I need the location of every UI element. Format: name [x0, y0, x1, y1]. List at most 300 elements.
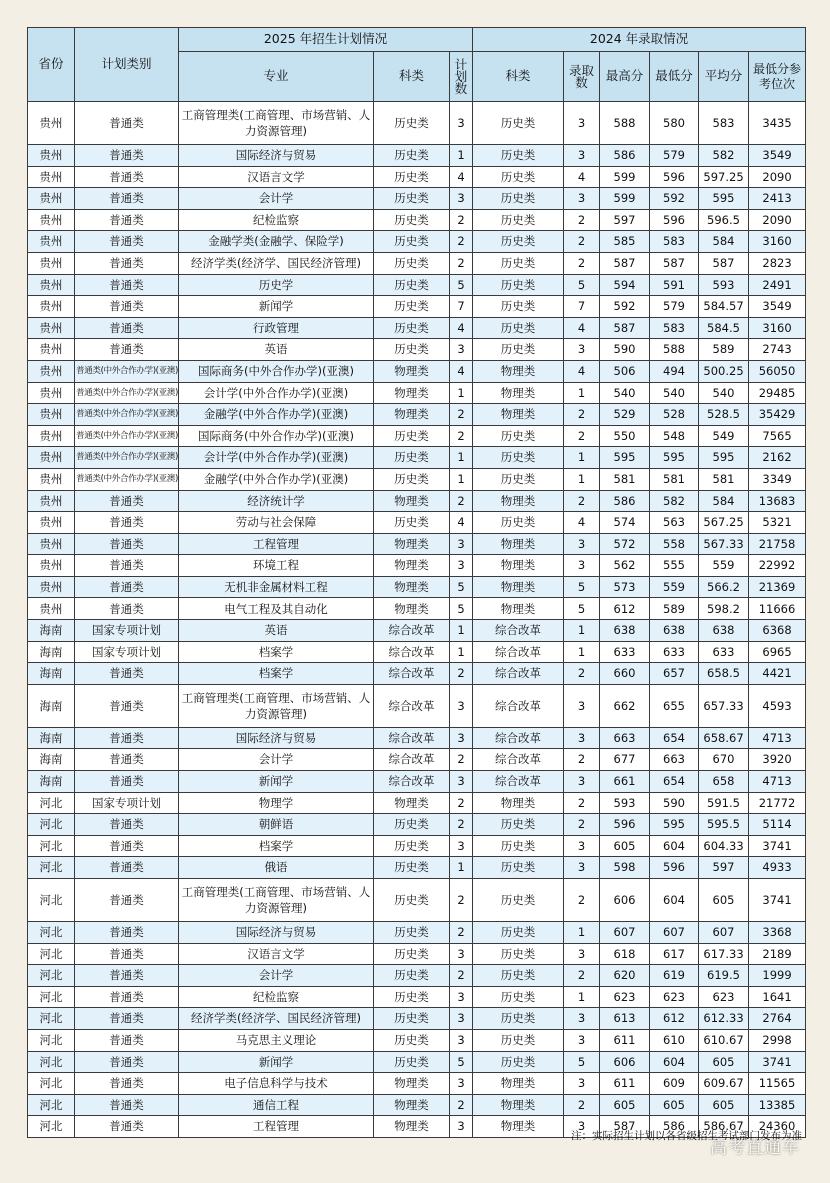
cell-min-score: 579: [650, 296, 699, 318]
cell-major: 经济统计学: [179, 490, 374, 512]
cell-subject-2024: 历史类: [473, 317, 564, 339]
cell-min-rank: 2090: [749, 209, 806, 231]
cell-subject-2024: 综合改革: [473, 749, 564, 771]
cell-plan-type: 普通类: [75, 102, 179, 145]
cell-admitted: 5: [564, 274, 600, 296]
cell-min-score: 589: [650, 598, 699, 620]
cell-province: 河北: [28, 792, 75, 814]
cell-plan-type: 普通类: [75, 1008, 179, 1030]
cell-province: 贵州: [28, 468, 75, 490]
cell-admitted: 3: [564, 771, 600, 793]
cell-max-score: 598: [600, 857, 650, 879]
cell-major: 会计学: [179, 749, 374, 771]
cell-admitted: 7: [564, 296, 600, 318]
cell-max-score: 599: [600, 166, 650, 188]
cell-subject-2025: 历史类: [374, 986, 450, 1008]
cell-subject-2025: 历史类: [374, 835, 450, 857]
cell-min-rank: 22992: [749, 555, 806, 577]
cell-max-score: 590: [600, 339, 650, 361]
cell-subject-2025: 历史类: [374, 209, 450, 231]
cell-avg-score: 598.2: [699, 598, 749, 620]
header-max-score: 最高分: [600, 52, 650, 102]
cell-plan-count: 2: [450, 231, 473, 253]
cell-major: 新闻学: [179, 1051, 374, 1073]
cell-subject-2025: 历史类: [374, 922, 450, 944]
cell-subject-2024: 物理类: [473, 576, 564, 598]
cell-min-score: 663: [650, 749, 699, 771]
cell-min-rank: 6368: [749, 620, 806, 642]
cell-subject-2024: 物理类: [473, 1073, 564, 1095]
cell-plan-type: 普通类: [75, 814, 179, 836]
cell-major: 金融学类(金融学、保险学): [179, 231, 374, 253]
cell-subject-2024: 物理类: [473, 360, 564, 382]
table-row: [28, 425, 806, 447]
cell-avg-score: 595: [699, 447, 749, 469]
cell-plan-count: 1: [450, 145, 473, 167]
cell-admitted: 3: [564, 188, 600, 210]
cell-max-score: 620: [600, 965, 650, 987]
cell-admitted: 3: [564, 555, 600, 577]
cell-admitted: 3: [564, 1029, 600, 1051]
cell-subject-2025: 历史类: [374, 1029, 450, 1051]
cell-major: 国际经济与贸易: [179, 727, 374, 749]
cell-major: 劳动与社会保障: [179, 512, 374, 534]
cell-avg-score: 528.5: [699, 404, 749, 426]
cell-major: 汉语言文学: [179, 166, 374, 188]
cell-plan-type: 普通类: [75, 339, 179, 361]
cell-min-score: 581: [650, 468, 699, 490]
table-row: [28, 555, 806, 577]
cell-major: 国际经济与贸易: [179, 922, 374, 944]
cell-subject-2025: 历史类: [374, 447, 450, 469]
cell-subject-2025: 物理类: [374, 490, 450, 512]
cell-subject-2024: 历史类: [473, 835, 564, 857]
cell-major: 电气工程及其自动化: [179, 598, 374, 620]
cell-min-score: 558: [650, 533, 699, 555]
cell-avg-score: 500.25: [699, 360, 749, 382]
cell-plan-count: 2: [450, 1094, 473, 1116]
cell-plan-count: 3: [450, 1073, 473, 1095]
cell-major: 行政管理: [179, 317, 374, 339]
cell-subject-2024: 综合改革: [473, 641, 564, 663]
table-row: [28, 771, 806, 793]
cell-admitted: 3: [564, 835, 600, 857]
cell-subject-2025: 历史类: [374, 274, 450, 296]
cell-min-score: 583: [650, 317, 699, 339]
cell-subject-2025: 历史类: [374, 102, 450, 145]
cell-max-score: 574: [600, 512, 650, 534]
cell-admitted: 2: [564, 879, 600, 922]
table-row: [28, 663, 806, 685]
cell-subject-2024: 历史类: [473, 447, 564, 469]
cell-avg-score: 605: [699, 879, 749, 922]
cell-subject-2025: 物理类: [374, 576, 450, 598]
cell-plan-count: 5: [450, 576, 473, 598]
cell-plan-type: 国家专项计划: [75, 620, 179, 642]
cell-avg-score: 593: [699, 274, 749, 296]
cell-admitted: 3: [564, 684, 600, 727]
cell-subject-2025: 物理类: [374, 1073, 450, 1095]
cell-admitted: 2: [564, 209, 600, 231]
cell-min-rank: 2090: [749, 166, 806, 188]
cell-province: 河北: [28, 986, 75, 1008]
cell-min-score: 494: [650, 360, 699, 382]
cell-min-score: 582: [650, 490, 699, 512]
cell-subject-2024: 物理类: [473, 404, 564, 426]
cell-avg-score: 583: [699, 102, 749, 145]
cell-plan-type: 普通类: [75, 727, 179, 749]
cell-major: 会计学: [179, 965, 374, 987]
cell-province: 海南: [28, 684, 75, 727]
header-group-2025: 2025 年招生计划情况: [179, 28, 473, 52]
cell-avg-score: 586.67: [699, 1116, 749, 1138]
cell-admitted: 2: [564, 252, 600, 274]
cell-avg-score: 591.5: [699, 792, 749, 814]
cell-min-rank: 3920: [749, 749, 806, 771]
cell-plan-count: 2: [450, 922, 473, 944]
cell-max-score: 550: [600, 425, 650, 447]
cell-province: 海南: [28, 663, 75, 685]
cell-admitted: 1: [564, 922, 600, 944]
cell-admitted: 1: [564, 447, 600, 469]
cell-plan-count: 3: [450, 339, 473, 361]
cell-min-score: 604: [650, 1051, 699, 1073]
cell-max-score: 605: [600, 1094, 650, 1116]
table-row: [28, 965, 806, 987]
table-row: [28, 986, 806, 1008]
table-row: [28, 468, 806, 490]
cell-province: 贵州: [28, 425, 75, 447]
cell-min-score: 619: [650, 965, 699, 987]
cell-subject-2025: 综合改革: [374, 620, 450, 642]
cell-province: 贵州: [28, 598, 75, 620]
cell-major: 新闻学: [179, 296, 374, 318]
cell-avg-score: 582: [699, 145, 749, 167]
cell-subject-2025: 历史类: [374, 512, 450, 534]
cell-max-score: 633: [600, 641, 650, 663]
cell-min-score: 548: [650, 425, 699, 447]
cell-max-score: 677: [600, 749, 650, 771]
cell-max-score: 596: [600, 814, 650, 836]
cell-subject-2025: 历史类: [374, 879, 450, 922]
cell-subject-2024: 历史类: [473, 879, 564, 922]
cell-subject-2025: 物理类: [374, 792, 450, 814]
cell-admitted: 3: [564, 857, 600, 879]
cell-province: 贵州: [28, 512, 75, 534]
cell-subject-2025: 历史类: [374, 814, 450, 836]
cell-min-rank: 29485: [749, 382, 806, 404]
cell-plan-count: 4: [450, 512, 473, 534]
cell-province: 贵州: [28, 102, 75, 145]
cell-max-score: 593: [600, 792, 650, 814]
cell-subject-2025: 物理类: [374, 360, 450, 382]
cell-plan-type: 普通类: [75, 986, 179, 1008]
cell-plan-count: 2: [450, 814, 473, 836]
cell-min-score: 595: [650, 814, 699, 836]
cell-plan-type: 普通类: [75, 317, 179, 339]
cell-plan-type: 普通类: [75, 835, 179, 857]
cell-plan-type: 普通类: [75, 555, 179, 577]
cell-subject-2024: 历史类: [473, 1008, 564, 1030]
cell-admitted: 1: [564, 986, 600, 1008]
cell-subject-2024: 综合改革: [473, 727, 564, 749]
cell-province: 河北: [28, 1051, 75, 1073]
cell-province: 河北: [28, 1029, 75, 1051]
cell-plan-type: 普通类: [75, 1094, 179, 1116]
table-row: [28, 857, 806, 879]
table-row: [28, 447, 806, 469]
cell-min-score: 654: [650, 727, 699, 749]
cell-major: 纪检监察: [179, 209, 374, 231]
cell-avg-score: 604.33: [699, 835, 749, 857]
table-row: [28, 102, 806, 145]
cell-major: 工商管理类(工商管理、市场营销、人力资源管理): [179, 102, 374, 145]
cell-subject-2024: 物理类: [473, 382, 564, 404]
table-row: [28, 835, 806, 857]
cell-max-score: 662: [600, 684, 650, 727]
table-row: [28, 814, 806, 836]
cell-subject-2025: 综合改革: [374, 641, 450, 663]
cell-avg-score: 584: [699, 231, 749, 253]
cell-province: 河北: [28, 922, 75, 944]
header-subject-2025: 科类: [374, 52, 450, 102]
cell-province: 河北: [28, 965, 75, 987]
cell-subject-2025: 历史类: [374, 1051, 450, 1073]
cell-max-score: 606: [600, 1051, 650, 1073]
cell-subject-2025: 历史类: [374, 166, 450, 188]
cell-plan-count: 1: [450, 857, 473, 879]
cell-subject-2025: 综合改革: [374, 663, 450, 685]
cell-plan-count: 2: [450, 209, 473, 231]
cell-avg-score: 595: [699, 188, 749, 210]
cell-plan-type: 普通类: [75, 857, 179, 879]
cell-major: 会计学(中外合作办学)(亚澳): [179, 382, 374, 404]
cell-min-rank: 6965: [749, 641, 806, 663]
cell-major: 英语: [179, 339, 374, 361]
cell-plan-count: 3: [450, 188, 473, 210]
cell-subject-2025: 物理类: [374, 555, 450, 577]
cell-min-rank: 35429: [749, 404, 806, 426]
cell-avg-score: 658.67: [699, 727, 749, 749]
footer-note: 注：实际招生计划以各省级招生考试部门发布为准: [571, 1130, 802, 1142]
cell-subject-2025: 物理类: [374, 533, 450, 555]
cell-plan-type: 普通类(中外合作办学)(亚澳): [75, 404, 179, 426]
cell-admitted: 3: [564, 1008, 600, 1030]
table-row: [28, 684, 806, 727]
cell-subject-2024: 历史类: [473, 922, 564, 944]
cell-subject-2024: 历史类: [473, 1051, 564, 1073]
cell-avg-score: 610.67: [699, 1029, 749, 1051]
cell-admitted: 4: [564, 360, 600, 382]
cell-subject-2024: 物理类: [473, 598, 564, 620]
cell-subject-2024: 物理类: [473, 533, 564, 555]
cell-min-score: 604: [650, 879, 699, 922]
cell-major: 物理学: [179, 792, 374, 814]
cell-subject-2025: 历史类: [374, 468, 450, 490]
cell-major: 金融学(中外合作办学)(亚澳): [179, 468, 374, 490]
cell-min-rank: 2764: [749, 1008, 806, 1030]
cell-max-score: 638: [600, 620, 650, 642]
cell-min-rank: 3549: [749, 296, 806, 318]
cell-min-rank: 3549: [749, 145, 806, 167]
cell-admitted: 3: [564, 943, 600, 965]
table-row: [28, 274, 806, 296]
table-row: [28, 145, 806, 167]
cell-min-rank: 24360: [749, 1116, 806, 1138]
cell-plan-type: 普通类(中外合作办学)(亚澳): [75, 425, 179, 447]
cell-min-rank: 2743: [749, 339, 806, 361]
cell-min-score: 657: [650, 663, 699, 685]
cell-subject-2024: 物理类: [473, 792, 564, 814]
cell-admitted: 2: [564, 965, 600, 987]
cell-min-rank: 2162: [749, 447, 806, 469]
cell-avg-score: 597.25: [699, 166, 749, 188]
admission-table-sheet: [27, 27, 805, 1138]
cell-major: 马克思主义理论: [179, 1029, 374, 1051]
cell-min-rank: 21758: [749, 533, 806, 555]
cell-min-rank: 3349: [749, 468, 806, 490]
cell-min-rank: 1641: [749, 986, 806, 1008]
cell-plan-type: 普通类: [75, 252, 179, 274]
cell-subject-2025: 物理类: [374, 404, 450, 426]
cell-province: 贵州: [28, 360, 75, 382]
cell-max-score: 597: [600, 209, 650, 231]
cell-subject-2024: 历史类: [473, 468, 564, 490]
cell-min-score: 592: [650, 188, 699, 210]
cell-admitted: 1: [564, 382, 600, 404]
cell-subject-2024: 历史类: [473, 231, 564, 253]
cell-admitted: 2: [564, 663, 600, 685]
cell-avg-score: 584.5: [699, 317, 749, 339]
cell-min-score: 638: [650, 620, 699, 642]
cell-plan-type: 国家专项计划: [75, 641, 179, 663]
cell-subject-2024: 历史类: [473, 145, 564, 167]
admission-table: [27, 27, 806, 1138]
header-province: 省份: [28, 28, 75, 102]
cell-major: 国际商务(中外合作办学)(亚澳): [179, 360, 374, 382]
cell-province: 海南: [28, 749, 75, 771]
cell-avg-score: 549: [699, 425, 749, 447]
table-row: [28, 339, 806, 361]
cell-avg-score: 566.2: [699, 576, 749, 598]
cell-plan-type: 普通类: [75, 231, 179, 253]
cell-subject-2024: 历史类: [473, 965, 564, 987]
cell-plan-type: 普通类: [75, 943, 179, 965]
cell-plan-count: 7: [450, 296, 473, 318]
cell-major: 档案学: [179, 835, 374, 857]
cell-subject-2025: 历史类: [374, 252, 450, 274]
cell-province: 贵州: [28, 447, 75, 469]
cell-avg-score: 658: [699, 771, 749, 793]
table-body: [28, 102, 806, 1138]
cell-province: 贵州: [28, 274, 75, 296]
cell-max-score: 661: [600, 771, 650, 793]
cell-min-rank: 3741: [749, 879, 806, 922]
cell-min-score: 605: [650, 1094, 699, 1116]
cell-province: 海南: [28, 727, 75, 749]
cell-avg-score: 587: [699, 252, 749, 274]
cell-province: 贵州: [28, 576, 75, 598]
cell-subject-2024: 综合改革: [473, 620, 564, 642]
cell-plan-count: 1: [450, 641, 473, 663]
cell-plan-type: 普通类: [75, 490, 179, 512]
cell-subject-2025: 物理类: [374, 382, 450, 404]
cell-province: 贵州: [28, 231, 75, 253]
cell-plan-count: 3: [450, 1029, 473, 1051]
cell-major: 档案学: [179, 641, 374, 663]
cell-min-score: 586: [650, 1116, 699, 1138]
table-row: [28, 598, 806, 620]
cell-max-score: 587: [600, 252, 650, 274]
cell-avg-score: 623: [699, 986, 749, 1008]
cell-avg-score: 612.33: [699, 1008, 749, 1030]
table-row: [28, 576, 806, 598]
cell-plan-count: 2: [450, 663, 473, 685]
cell-avg-score: 581: [699, 468, 749, 490]
cell-plan-count: 4: [450, 166, 473, 188]
cell-max-score: 623: [600, 986, 650, 1008]
cell-max-score: 572: [600, 533, 650, 555]
cell-avg-score: 567.33: [699, 533, 749, 555]
cell-min-rank: 2491: [749, 274, 806, 296]
cell-avg-score: 595.5: [699, 814, 749, 836]
cell-plan-type: 普通类: [75, 684, 179, 727]
table-row: [28, 641, 806, 663]
cell-subject-2025: 历史类: [374, 943, 450, 965]
cell-avg-score: 596.5: [699, 209, 749, 231]
cell-subject-2024: 历史类: [473, 1029, 564, 1051]
cell-plan-count: 3: [450, 555, 473, 577]
cell-plan-type: 普通类: [75, 209, 179, 231]
cell-min-rank: 13683: [749, 490, 806, 512]
cell-province: 河北: [28, 814, 75, 836]
cell-subject-2024: 历史类: [473, 943, 564, 965]
cell-subject-2024: 历史类: [473, 857, 564, 879]
cell-min-score: 555: [650, 555, 699, 577]
cell-min-rank: 3741: [749, 835, 806, 857]
cell-min-rank: 2189: [749, 943, 806, 965]
cell-avg-score: 607: [699, 922, 749, 944]
cell-plan-type: 普通类: [75, 771, 179, 793]
cell-subject-2024: 历史类: [473, 986, 564, 1008]
cell-avg-score: 619.5: [699, 965, 749, 987]
cell-subject-2025: 历史类: [374, 145, 450, 167]
cell-subject-2025: 物理类: [374, 1094, 450, 1116]
table-row: [28, 1073, 806, 1095]
cell-province: 河北: [28, 1073, 75, 1095]
cell-major: 无机非金属材料工程: [179, 576, 374, 598]
cell-plan-type: 普通类: [75, 1051, 179, 1073]
cell-admitted: 3: [564, 339, 600, 361]
cell-major: 会计学: [179, 188, 374, 210]
cell-plan-type: 普通类: [75, 512, 179, 534]
cell-min-score: 604: [650, 835, 699, 857]
table-row: [28, 382, 806, 404]
cell-max-score: 573: [600, 576, 650, 598]
cell-plan-type: 普通类: [75, 965, 179, 987]
cell-plan-count: 2: [450, 252, 473, 274]
cell-plan-type: 普通类: [75, 1073, 179, 1095]
cell-min-score: 623: [650, 986, 699, 1008]
cell-major: 经济学类(经济学、国民经济管理): [179, 252, 374, 274]
cell-plan-count: 2: [450, 425, 473, 447]
cell-province: 河北: [28, 835, 75, 857]
cell-province: 贵州: [28, 145, 75, 167]
cell-avg-score: 658.5: [699, 663, 749, 685]
cell-admitted: 3: [564, 102, 600, 145]
cell-subject-2024: 历史类: [473, 425, 564, 447]
table-row: [28, 512, 806, 534]
